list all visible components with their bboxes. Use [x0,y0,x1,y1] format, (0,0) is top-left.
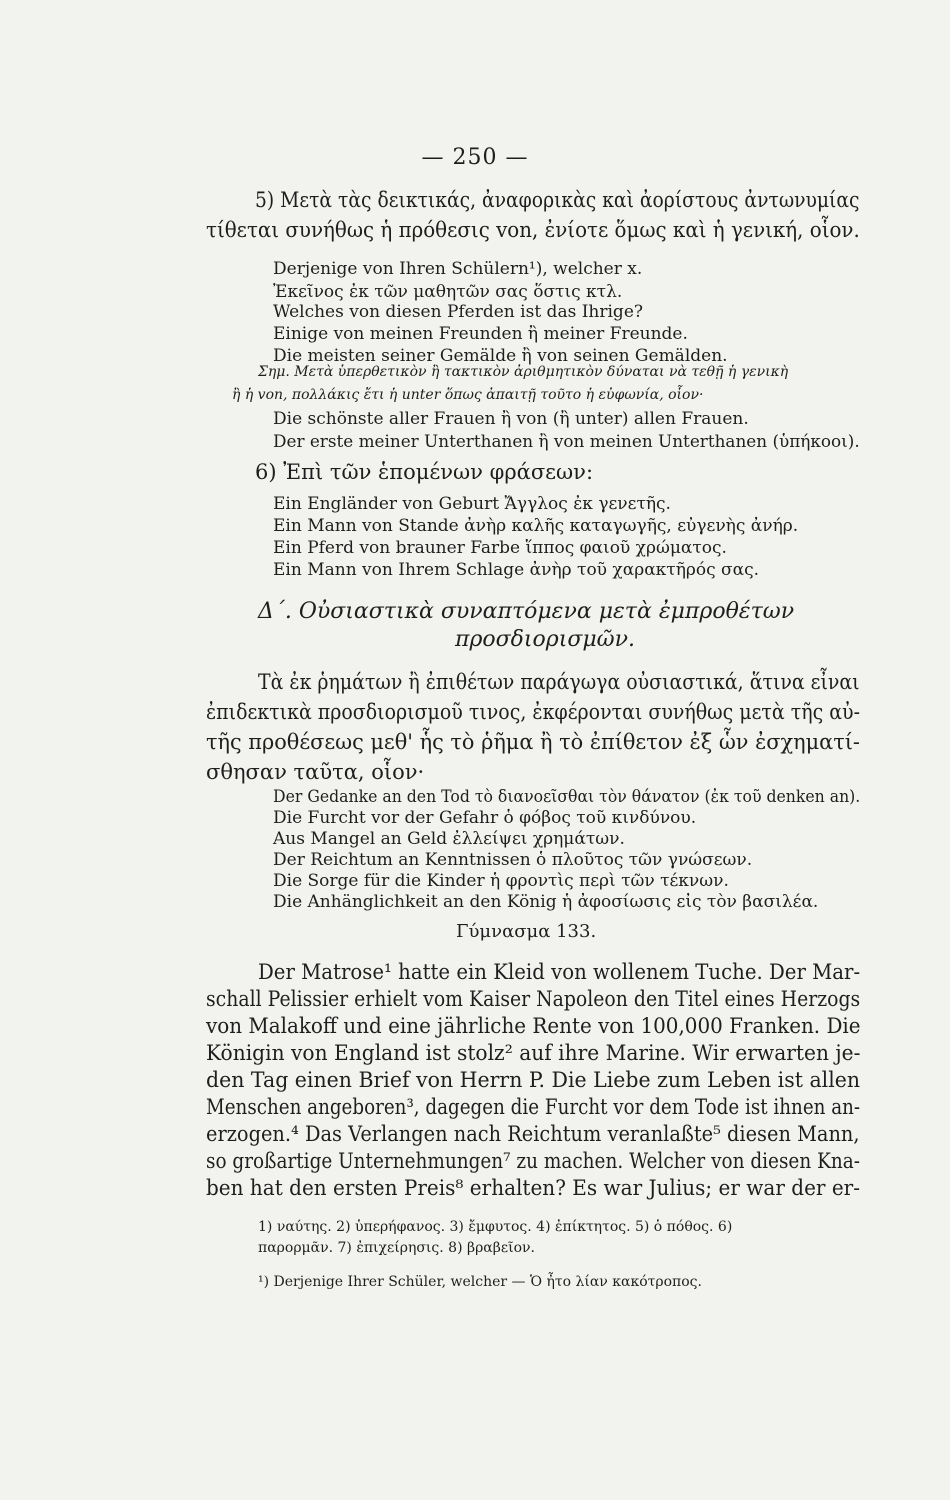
section5-example-5: Die meisten seiner Gemälde ἢ von seinen Gemälden. [273,346,728,366]
section6-example-3: Ein Pferd von brauner Farbe ἵππος φαιοῦ χρώματος. [273,538,727,558]
exercise-line-7: erzogen.⁴ Das Verlangen nach Reichtum veranlaßte⁵ diesen Mann, [206,1122,860,1146]
sectionD-body-line-2: ἐπιδεκτικὰ προσδιορισμοῦ τινος, ἐκφέρονται συνήθως μετὰ τῆς αὐ- [206,700,860,724]
sectionD-body-line-1: Τὰ ἐκ ῥημάτων ἢ ἐπιθέτων παράγωγα οὐσιαστικά, ἅτινα εἶναι [258,670,860,694]
section5-example-1: Derjenige von Ihren Schülern¹), welcher x. [273,259,643,279]
section5-note-line-1: Σημ. Μετὰ ὑπερθετικὸν ἢ τακτικὸν ἀριθμητικὸν δύναται νὰ τεθῇ ἡ γενικὴ [258,364,789,380]
page-footnote: ¹) Derjenige Ihrer Schüler, welcher — Ὁ ἦτο λίαν κακότροπος. [258,1274,702,1290]
exercise-line-6: Menschen angeboren³, dagegen die Furcht vor dem Tode ist ihnen an- [206,1095,861,1119]
sectionD-example-6: Die Anhänglichkeit an den König ἡ ἀφοσίωσις εἰς τὸν βασιλέα. [273,892,819,912]
sectionD-example-1: Der Gedanke an den Tod τὸ διανοεῖσθαι τὸν θάνατον (ἐκ τοῦ denken an). [273,787,861,807]
glossary-line-2: παρορμᾶν. 7) ἐπιχείρησις. 8) βραβεῖον. [258,1240,535,1256]
exercise-line-8: so großartige Unternehmungen⁷ zu machen. Welcher von diesen Kna- [206,1149,860,1173]
section5-note-example-1: Die schönste aller Frauen ἢ von (ἢ unter) allen Frauen. [273,409,749,429]
exercise-title: Γύμνασμα 133. [456,921,597,942]
section5-note-example-2: Der erste meiner Unterthanen ἢ von meinen Unterthanen (ὑπήκοοι). [273,432,860,452]
section5-note-line-2: ἢ ἡ von, πολλάκις ἔτι ἡ unter ὅπως ἀπαιτῇ τοῦτο ἡ εὐφωνία, οἷον· [232,387,704,403]
sectionD-example-4: Der Reichtum an Kenntnissen ὁ πλοῦτος τῶν γνώσεων. [273,850,753,870]
exercise-line-5: den Tag einen Brief von Herrn P. Die Liebe zum Leben ist allen [206,1068,861,1092]
exercise-line-3: von Malakoff und eine jährliche Rente von 100,000 Franken. Die [206,1014,861,1038]
page-number: — 250 — [421,145,529,170]
sectionD-body-line-3: τῆς προθέσεως μεθ' ἧς τὸ ῥῆμα ἢ τὸ ἐπίθετον ἐξ ὧν ἐσχηματί- [206,730,860,754]
section5-example-2: Ἐκεῖνος ἐκ τῶν μαθητῶν σας ὅστις κτλ. [273,282,623,302]
exercise-line-1: Der Matrose¹ hatte ein Kleid von wollenem Tuche. Der Mar- [258,960,861,984]
sectionD-body-line-4: σθησαν ταῦτα, οἷον· [206,760,425,784]
exercise-line-2: schall Pelissier erhielt vom Kaiser Napoleon den Titel eines Herzogs [206,987,861,1011]
exercise-line-4: Königin von England ist stolz² auf ihre Marine. Wir erwarten je- [206,1041,861,1065]
sectionD-example-3: Aus Mangel an Geld ἐλλείψει χρημάτων. [273,829,625,849]
section6-example-4: Ein Mann von Ihrem Schlage ἀνὴρ τοῦ χαρακτῆρός σας. [273,560,760,580]
glossary-line-1: 1) ναύτης. 2) ὑπερήφανος. 3) ἔμφυτος. 4) ἐπίκτητος. 5) ὁ πόθος. 6) [258,1219,733,1235]
section5-line-2: τίθεται συνήθως ἡ πρόθεσις von, ἐνίοτε ὅμως καὶ ἡ γενική, οἷον. [206,218,860,242]
section5-line-1: 5) Μετὰ τὰς δεικτικάς, ἀναφορικὰς καὶ ἀορίστους ἀντωνυμίας [255,188,860,212]
section6-heading: 6) Ἐπὶ τῶν ἑπομένων φράσεων: [255,460,594,484]
section5-example-3: Welches von diesen Pferden ist das Ihrige? [273,302,643,322]
section5-example-4: Einige von meinen Freunden ἢ meiner Freunde. [273,324,688,344]
section6-example-1: Ein Engländer von Geburt Ἄγγλος ἐκ γενετῆς. [273,494,671,514]
sectionD-title-line-1: Δ΄. Οὐσιαστικὰ συναπτόμενα μετὰ ἐμπροθέτων [258,599,795,624]
sectionD-example-5: Die Sorge für die Kinder ἡ φροντὶς περὶ τῶν τέκνων. [273,871,729,891]
sectionD-title-line-2: προσδιορισμῶν. [455,627,635,652]
sectionD-example-2: Die Furcht vor der Gefahr ὁ φόβος τοῦ κινδύνου. [273,808,697,828]
exercise-line-9: ben hat den ersten Preis⁸ erhalten? Es war Julius; er war der er- [206,1176,861,1200]
section6-example-2: Ein Mann von Stande ἀνὴρ καλῆς καταγωγῆς, εὐγενὴς ἀνήρ. [273,516,799,536]
